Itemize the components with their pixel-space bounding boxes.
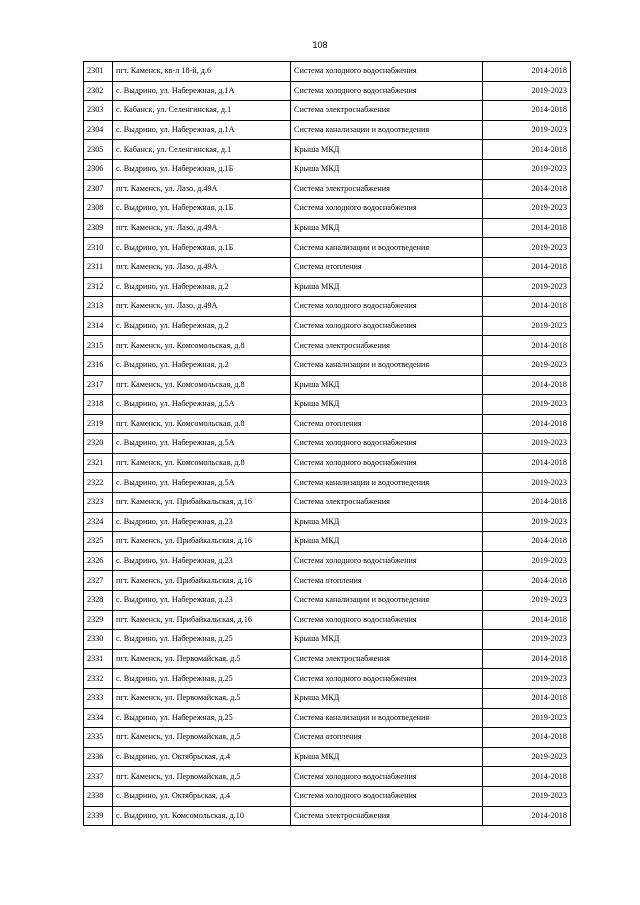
address-cell: с. Выдрино, ул. Набережная, д.1А (113, 81, 291, 101)
address-cell: пгт. Каменск, ул. Прибайкальская, д.16 (113, 610, 291, 630)
system-cell: Крыша МКД (291, 512, 483, 532)
table-row (84, 669, 571, 689)
system-cell: Крыша МКД (291, 532, 483, 552)
period-cell: 2014-2018 (483, 140, 571, 160)
system-cell: Система канализации и водоотведения (291, 591, 483, 611)
system-cell: Система холодного водоснабжения (291, 297, 483, 317)
address-cell: пгт. Каменск, кв-л 18-й, д.6 (113, 62, 291, 82)
period-cell: 2019-2023 (483, 434, 571, 454)
period-cell: 2014-2018 (483, 218, 571, 238)
table-row (84, 434, 571, 454)
table-row (84, 532, 571, 552)
period-cell: 2019-2023 (483, 277, 571, 297)
address-cell: пгт. Каменск, ул. Первомайская, д.5 (113, 689, 291, 709)
period-cell: 2019-2023 (483, 591, 571, 611)
row-number-cell: 2321 (84, 453, 113, 473)
table-row (84, 120, 571, 140)
address-cell: с. Выдрино, ул. Набережная, д.5А (113, 434, 291, 454)
address-cell: с. Выдрино, ул. Набережная, д.1Б (113, 159, 291, 179)
row-number-cell: 2337 (84, 767, 113, 787)
row-number-cell: 2334 (84, 708, 113, 728)
system-cell: Система холодного водоснабжения (291, 767, 483, 787)
period-cell: 2019-2023 (483, 630, 571, 650)
address-cell: с. Выдрино, ул. Набережная, д.25 (113, 708, 291, 728)
system-cell: Крыша МКД (291, 689, 483, 709)
period-cell: 2019-2023 (483, 512, 571, 532)
row-number-cell: 2311 (84, 257, 113, 277)
system-cell: Система канализации и водоотведения (291, 708, 483, 728)
address-cell: с. Кабанск, ул. Селенгинская, д.1 (113, 140, 291, 160)
row-number-cell: 2320 (84, 434, 113, 454)
system-cell: Крыша МКД (291, 747, 483, 767)
system-cell: Система отопления (291, 257, 483, 277)
address-cell: пгт. Каменск, ул. Прибайкальская, д.16 (113, 532, 291, 552)
row-number-cell: 2325 (84, 532, 113, 552)
row-number-cell: 2329 (84, 610, 113, 630)
system-cell: Крыша МКД (291, 630, 483, 650)
row-number-cell: 2308 (84, 199, 113, 219)
table-row (84, 610, 571, 630)
row-number-cell: 2322 (84, 473, 113, 493)
system-cell: Крыша МКД (291, 395, 483, 415)
row-number-cell: 2304 (84, 120, 113, 140)
system-cell: Система холодного водоснабжения (291, 62, 483, 82)
period-cell: 2014-2018 (483, 649, 571, 669)
period-cell: 2019-2023 (483, 199, 571, 219)
registry-table-body (84, 62, 571, 826)
system-cell: Крыша МКД (291, 140, 483, 160)
row-number-cell: 2323 (84, 493, 113, 513)
row-number-cell: 2314 (84, 316, 113, 336)
period-cell: 2019-2023 (483, 669, 571, 689)
row-number-cell: 2328 (84, 591, 113, 611)
row-number-cell: 2316 (84, 355, 113, 375)
system-cell: Система холодного водоснабжения (291, 81, 483, 101)
table-row (84, 238, 571, 258)
table-row (84, 375, 571, 395)
row-number-cell: 2333 (84, 689, 113, 709)
system-cell: Крыша МКД (291, 277, 483, 297)
address-cell: пгт. Каменск, ул. Комсомольская, д.8 (113, 414, 291, 434)
period-cell: 2014-2018 (483, 375, 571, 395)
period-cell: 2019-2023 (483, 747, 571, 767)
row-number-cell: 2301 (84, 62, 113, 82)
address-cell: пгт. Каменск, ул. Лазо, д.49А (113, 257, 291, 277)
period-cell: 2014-2018 (483, 453, 571, 473)
row-number-cell: 2307 (84, 179, 113, 199)
row-number-cell: 2302 (84, 81, 113, 101)
row-number-cell: 2338 (84, 786, 113, 806)
row-number-cell: 2315 (84, 336, 113, 356)
table-row (84, 277, 571, 297)
system-cell: Крыша МКД (291, 218, 483, 238)
row-number-cell: 2313 (84, 297, 113, 317)
system-cell: Система отопления (291, 571, 483, 591)
table-row (84, 591, 571, 611)
period-cell: 2019-2023 (483, 316, 571, 336)
address-cell: с. Выдрино, ул. Набережная, д.23 (113, 551, 291, 571)
table-row (84, 395, 571, 415)
system-cell: Система электроснабжения (291, 179, 483, 199)
table-row (84, 62, 571, 82)
page-number: 108 (312, 40, 328, 50)
system-cell: Система холодного водоснабжения (291, 434, 483, 454)
period-cell: 2014-2018 (483, 336, 571, 356)
table-row (84, 786, 571, 806)
row-number-cell: 2309 (84, 218, 113, 238)
address-cell: с. Выдрино, ул. Комсомольская, д.10 (113, 806, 291, 826)
address-cell: с. Выдрино, ул. Набережная, д.5А (113, 473, 291, 493)
period-cell: 2019-2023 (483, 786, 571, 806)
table-row (84, 571, 571, 591)
address-cell: с. Выдрино, ул. Набережная, д.1Б (113, 199, 291, 219)
table-row (84, 159, 571, 179)
table-row (84, 708, 571, 728)
address-cell: пгт. Каменск, ул. Комсомольская, д.8 (113, 453, 291, 473)
address-cell: с. Выдрино, ул. Набережная, д.2 (113, 355, 291, 375)
address-cell: пгт. Каменск, ул. Прибайкальская, д.16 (113, 571, 291, 591)
address-cell: пгт. Каменск, ул. Лазо, д.49А (113, 179, 291, 199)
address-cell: с. Выдрино, ул. Набережная, д.23 (113, 512, 291, 532)
table-row (84, 316, 571, 336)
period-cell: 2019-2023 (483, 708, 571, 728)
system-cell: Система электроснабжения (291, 336, 483, 356)
table-row (84, 101, 571, 121)
period-cell: 2014-2018 (483, 62, 571, 82)
address-cell: с. Кабанск, ул. Селенгинская, д.1 (113, 101, 291, 121)
table-row (84, 199, 571, 219)
system-cell: Система канализации и водоотведения (291, 238, 483, 258)
address-cell: с. Выдрино, ул. Набережная, д.25 (113, 630, 291, 650)
system-cell: Система электроснабжения (291, 806, 483, 826)
period-cell: 2014-2018 (483, 728, 571, 748)
system-cell: Крыша МКД (291, 375, 483, 395)
row-number-cell: 2306 (84, 159, 113, 179)
period-cell: 2019-2023 (483, 395, 571, 415)
row-number-cell: 2336 (84, 747, 113, 767)
period-cell: 2014-2018 (483, 689, 571, 709)
system-cell: Система холодного водоснабжения (291, 610, 483, 630)
system-cell: Система отопления (291, 728, 483, 748)
address-cell: пгт. Каменск, ул. Первомайская, д.5 (113, 728, 291, 748)
table-row (84, 630, 571, 650)
system-cell: Система отопления (291, 414, 483, 434)
row-number-cell: 2326 (84, 551, 113, 571)
row-number-cell: 2324 (84, 512, 113, 532)
period-cell: 2014-2018 (483, 297, 571, 317)
system-cell: Система электроснабжения (291, 493, 483, 513)
table-row (84, 512, 571, 532)
row-number-cell: 2305 (84, 140, 113, 160)
table-row (84, 414, 571, 434)
row-number-cell: 2331 (84, 649, 113, 669)
address-cell: с. Выдрино, ул. Октябрьская, д.4 (113, 786, 291, 806)
table-row (84, 355, 571, 375)
period-cell: 2019-2023 (483, 81, 571, 101)
period-cell: 2014-2018 (483, 767, 571, 787)
table-row (84, 806, 571, 826)
table-row (84, 453, 571, 473)
row-number-cell: 2319 (84, 414, 113, 434)
registry-table (83, 61, 571, 826)
address-cell: пгт. Каменск, ул. Лазо, д.49А (113, 218, 291, 238)
address-cell: с. Выдрино, ул. Набережная, д.2 (113, 316, 291, 336)
address-cell: с. Выдрино, ул. Набережная, д.1А (113, 120, 291, 140)
period-cell: 2019-2023 (483, 551, 571, 571)
row-number-cell: 2335 (84, 728, 113, 748)
table-row (84, 728, 571, 748)
table-row (84, 257, 571, 277)
row-number-cell: 2303 (84, 101, 113, 121)
table-row (84, 336, 571, 356)
row-number-cell: 2327 (84, 571, 113, 591)
period-cell: 2019-2023 (483, 355, 571, 375)
table-row (84, 493, 571, 513)
table-row (84, 218, 571, 238)
table-row (84, 649, 571, 669)
period-cell: 2014-2018 (483, 257, 571, 277)
system-cell: Система электроснабжения (291, 649, 483, 669)
table-row (84, 473, 571, 493)
address-cell: пгт. Каменск, ул. Первомайская, д.5 (113, 767, 291, 787)
table-row (84, 551, 571, 571)
system-cell: Система холодного водоснабжения (291, 786, 483, 806)
address-cell: пгт. Каменск, ул. Комсомольская, д.8 (113, 375, 291, 395)
period-cell: 2014-2018 (483, 610, 571, 630)
address-cell: пгт. Каменск, ул. Прибайкальская, д.16 (113, 493, 291, 513)
period-cell: 2014-2018 (483, 571, 571, 591)
table-row (84, 140, 571, 160)
period-cell: 2014-2018 (483, 806, 571, 826)
table-row (84, 297, 571, 317)
address-cell: пгт. Каменск, ул. Комсомольская, д.8 (113, 336, 291, 356)
period-cell: 2014-2018 (483, 532, 571, 552)
system-cell: Система холодного водоснабжения (291, 453, 483, 473)
address-cell: с. Выдрино, ул. Набережная, д.2 (113, 277, 291, 297)
table-row (84, 747, 571, 767)
table-row (84, 81, 571, 101)
row-number-cell: 2317 (84, 375, 113, 395)
period-cell: 2019-2023 (483, 238, 571, 258)
system-cell: Система холодного водоснабжения (291, 316, 483, 336)
period-cell: 2014-2018 (483, 493, 571, 513)
table-row (84, 689, 571, 709)
system-cell: Система холодного водоснабжения (291, 669, 483, 689)
system-cell: Система канализации и водоотведения (291, 473, 483, 493)
row-number-cell: 2332 (84, 669, 113, 689)
system-cell: Система холодного водоснабжения (291, 551, 483, 571)
period-cell: 2019-2023 (483, 120, 571, 140)
table-row (84, 767, 571, 787)
period-cell: 2014-2018 (483, 414, 571, 434)
period-cell: 2014-2018 (483, 179, 571, 199)
system-cell: Система холодного водоснабжения (291, 199, 483, 219)
address-cell: с. Выдрино, ул. Набережная, д.1Б (113, 238, 291, 258)
period-cell: 2014-2018 (483, 101, 571, 121)
address-cell: с. Выдрино, ул. Набережная, д.23 (113, 591, 291, 611)
address-cell: пгт. Каменск, ул. Лазо, д.49А (113, 297, 291, 317)
address-cell: с. Выдрино, ул. Октябрьская, д.4 (113, 747, 291, 767)
system-cell: Крыша МКД (291, 159, 483, 179)
row-number-cell: 2318 (84, 395, 113, 415)
row-number-cell: 2312 (84, 277, 113, 297)
address-cell: с. Выдрино, ул. Набережная, д.5А (113, 395, 291, 415)
system-cell: Система канализации и водоотведения (291, 355, 483, 375)
system-cell: Система электроснабжения (291, 101, 483, 121)
address-cell: с. Выдрино, ул. Набережная, д.25 (113, 669, 291, 689)
period-cell: 2019-2023 (483, 473, 571, 493)
row-number-cell: 2310 (84, 238, 113, 258)
system-cell: Система канализации и водоотведения (291, 120, 483, 140)
address-cell: пгт. Каменск, ул. Первомайская, д.5 (113, 649, 291, 669)
table-row (84, 179, 571, 199)
row-number-cell: 2339 (84, 806, 113, 826)
period-cell: 2019-2023 (483, 159, 571, 179)
row-number-cell: 2330 (84, 630, 113, 650)
